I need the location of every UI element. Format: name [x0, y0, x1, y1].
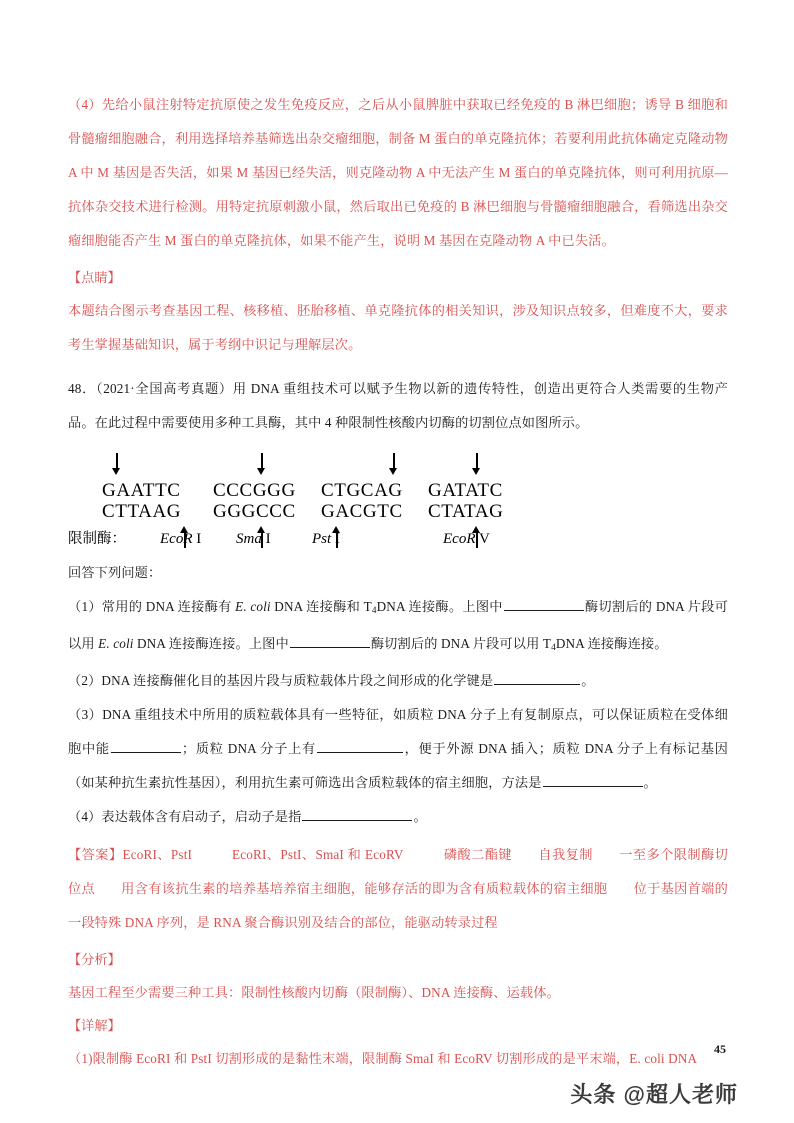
- q1-subscript-1: 4: [371, 605, 377, 616]
- answer-item-3: 磷酸二酯键: [443, 847, 513, 863]
- enzyme-group-psti: [321, 480, 403, 522]
- enzyme-bottom-sequence: CTTAAG: [102, 501, 182, 522]
- prev-answer-q4-paragraph: （4）先给小鼠注射特定抗原使之发生免疫反应，之后从小鼠脾脏中获取已经免疫的 B 淋巴细胞；诱导 B 细胞和骨髓瘤细胞融合，利用选择培养基筛选出杂交瘤细胞，制备 M 蛋白的单克隆抗体；若要利用此抗体确定克隆动物 A 中 M 基因是否失活，如果 M 基因已经失活，则克隆动物 A 中无法产生 M 蛋白的单克隆抗体，则可利用抗原—抗体杂交技术进行检测。用特定抗原刺激小鼠，然后取出已免疫的 B 淋巴细胞与骨髓瘤细胞融合，看筛选出杂交瘤细胞能否产生 M 蛋白的单克隆抗体，如果不能产生，说明 M 基因在克隆动物 A 中已失活。: [68, 97, 728, 248]
- enzyme-name-italic-part: Pst: [312, 531, 332, 547]
- question-48-part-4: [68, 800, 728, 834]
- enzyme-name-ecori: [160, 530, 201, 548]
- enzyme-group-smai: [213, 480, 296, 522]
- analysis-text: 基因工程至少需要三种工具：限制性核酸内切酶（限制酶）、DNA 连接酶、运载体。: [68, 985, 560, 1001]
- q1-text-h: 酶切割后的 DNA 片段可以用 T: [370, 636, 552, 652]
- answer-label: 【答案】: [68, 847, 123, 863]
- enzyme-name-psti: [312, 530, 340, 548]
- answer-blank-q1-1[interactable]: [504, 597, 584, 611]
- enzyme-top-sequence: GATATC: [428, 480, 503, 501]
- answer-item-5: 一至多个限制酶切位点: [68, 847, 728, 897]
- answer-blank-q3-2[interactable]: [317, 740, 403, 754]
- page-content: [68, 88, 728, 1076]
- q1-text-a: （1）常用的 DNA 连接酶有: [68, 599, 236, 614]
- answer-blank-q4[interactable]: [302, 808, 412, 822]
- enzyme-name-italic-part: EcoR: [443, 531, 476, 547]
- answer-prompt: 回答下列问题：: [68, 565, 162, 580]
- q1-text-e: 酶切割后的 DNA 片段可以用: [68, 599, 728, 652]
- restriction-enzyme-figure: [68, 446, 728, 554]
- question-48-part-2: [68, 664, 728, 698]
- figure-caption-label: 限制酶：: [68, 531, 126, 547]
- enzyme-name-ecorv: [443, 530, 490, 548]
- detail-label: 【详解】: [68, 1018, 121, 1034]
- enzyme-name-roman-part: I: [331, 531, 340, 547]
- q1-text-d: DNA 连接酶。上图中: [376, 599, 503, 614]
- q3-text-c: ，便于外源 DNA 插入；质粒 DNA 分子上有标记基因（如某种抗生素抗性基因），利用抗生素可筛选出含质粒载体的宿主细胞，方法是: [68, 741, 728, 791]
- q1-subscript-2: 4: [551, 642, 556, 653]
- answer-item-4: 自我复制: [538, 847, 593, 863]
- q1-text-c: DNA 连接酶和 T: [270, 599, 372, 614]
- answer-blank-q3-3[interactable]: [543, 774, 643, 788]
- enzyme-top-sequence: GAATTC: [102, 480, 181, 501]
- enzyme-name-smai: [236, 530, 271, 548]
- page-number: 45: [714, 1042, 726, 1056]
- answer-blank-q1-2[interactable]: [290, 635, 370, 649]
- enzyme-name-italic-part: Sma: [236, 531, 262, 547]
- q4-text-a: （4）表达载体含有启动子，启动子是指: [68, 809, 302, 825]
- enzyme-name-roman-part: I: [192, 531, 202, 547]
- question-48-part-3: [68, 698, 728, 800]
- enzyme-group-ecori: [102, 480, 181, 522]
- enzyme-bottom-sequence: GACGTC: [321, 501, 403, 522]
- answer-item-7: 位于基因首端的一段特殊 DNA 序列，是 RNA 聚合酶识别及结合的部位，能驱动转录过程: [68, 881, 728, 931]
- dianjing-text: 本题结合图示考查基因工程、核移植、胚胎移植、单克隆抗体的相关知识，涉及知识点较多，但难度不大，要求考生掌握基础知识，属于考纲中识记与理解层次。: [68, 303, 728, 352]
- watermark-text: 头条 @超人老师: [570, 1082, 738, 1107]
- enzyme-bottom-sequence: GGGCCC: [213, 501, 296, 522]
- enzyme-top-sequence: CTGCAG: [321, 480, 403, 501]
- answer-blank-q2[interactable]: [494, 672, 580, 686]
- enzyme-top-sequence: CCCGGG: [213, 480, 296, 501]
- dianjing-label: 【点睛】: [68, 270, 121, 285]
- q3-text-d: 。: [643, 775, 657, 791]
- q3-text-b: ；质粒 DNA 分子上有: [181, 741, 316, 757]
- q2-text-b: 。: [581, 673, 595, 689]
- q2-text-a: （2）DNA 连接酶催化目的基因片段与质粒载体片段之间形成的化学键是: [68, 673, 494, 689]
- enzyme-name-roman-part: V: [475, 531, 490, 547]
- q1-ecoli-italic-1: E. coli: [235, 599, 271, 614]
- q1-ecoli-italic-2: E. coli: [98, 636, 134, 652]
- analysis-label: 【分析】: [68, 952, 121, 968]
- q1-text-i: DNA 连接酶连接。: [555, 636, 668, 652]
- detail-text: （1)限制酶 EcoRI 和 PstI 切割形成的是黏性末端，限制酶 SmaI 和 EcoRV 切割形成的是平末端，E. coli DNA: [68, 1051, 698, 1067]
- question-48-stem: 48．（2021·全国高考真题）用 DNA 重组技术可以赋予生物以新的遗传特性，创造出更符合人类需要的生物产品。在此过程中需要使用多种工具酶，其中 4 种限制性核酸内切酶的切割位点如图所示。: [68, 381, 728, 430]
- answer-section: [68, 838, 728, 940]
- enzyme-name-roman-part: I: [261, 531, 271, 547]
- q4-text-b: 。: [413, 809, 427, 825]
- q3-text-a: （3）DNA 重组技术中所用的质粒载体具有一些特征，如质粒 DNA 分子上有复制原点，可以保证质粒在受体细胞中能: [68, 707, 728, 757]
- q1-text-g: DNA 连接酶连接。上图中: [133, 636, 289, 652]
- answer-item-1: EcoRI、PstI: [122, 847, 193, 863]
- answer-blank-q3-1[interactable]: [111, 740, 181, 754]
- answer-item-6: 用含有该抗生素的培养基培养宿主细胞，能够存活的即为含有质粒载体的宿主细胞: [121, 881, 608, 897]
- enzyme-bottom-sequence: CTATAG: [428, 501, 504, 522]
- enzyme-group-ecorv: [428, 480, 504, 522]
- enzyme-name-italic-part: EcoR: [160, 531, 193, 547]
- question-48-part-1: [68, 590, 728, 664]
- answer-item-2: EcoRI、PstI、SmaI 和 EcoRV: [232, 847, 404, 863]
